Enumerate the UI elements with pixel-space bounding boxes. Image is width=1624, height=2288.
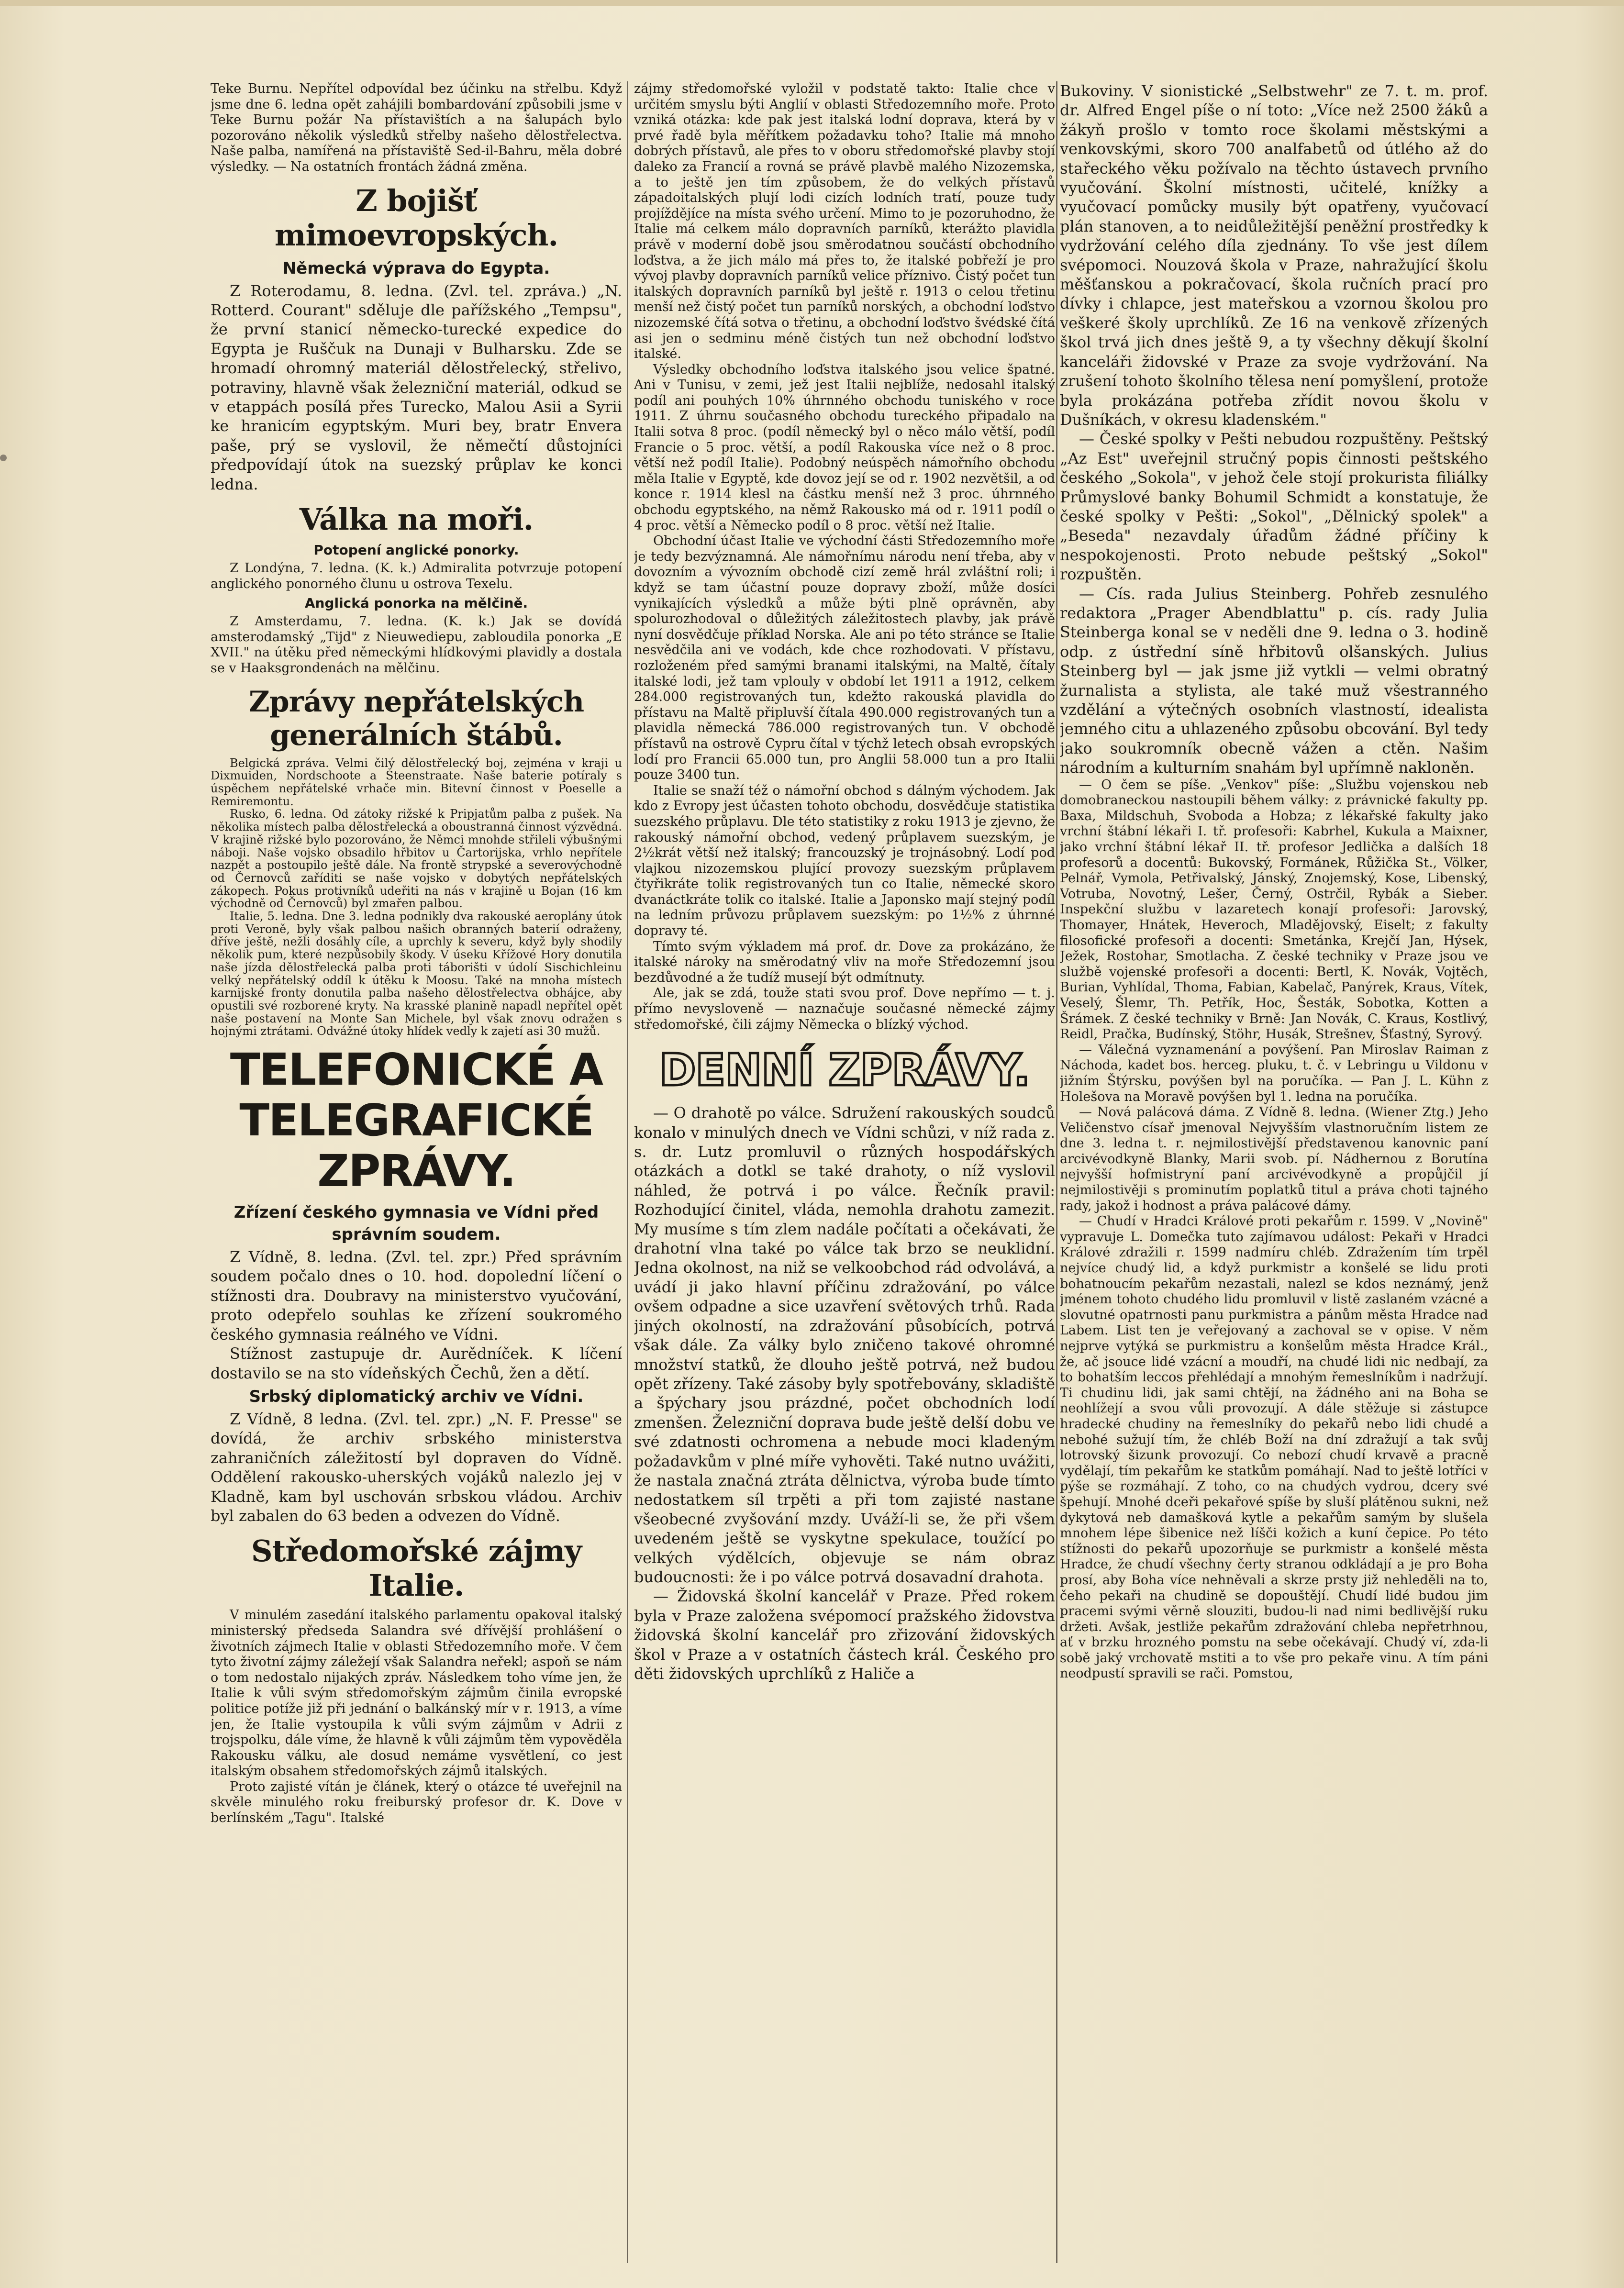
article-venkov: — O čem se píše. „Venkov" píše: „Službu vojenskou neb domobraneckou nastoupili během války: z právnické fakulty pp. Baxa, Mildschuh, Svoboda a Hobza; z lékařské fakulty jako vrchní štábní lékaři I. tř. profesoři: Kabrhel, Kukula a Maixner, jako vrchní štábní lékař II. tř. profesor Jedlička a dalších 18 profesorů a docentů: Bukovský, Formánek, Růžička St., Völker, Pelnář, Vymola, Petřivalský, Jánský, Znojemský, Kose, Libenský, Votruba, Novotný, Lešer, Černý, Ostrčil, Rybák a Sieber. Inspekční službu v lazaretech konají profesoři: Jarovský, Thomayer, Hnátek, Heveroch, Mladějovský, Eiselt; z fakulty filosofické profesoři a docenti: Smetánka, Krejčí Jan, Hýsek, Ježek, Rostohar, Smotlacha. Z české techniky v Praze jsou ve službě vojenské profesoři a docenti: Bertl, K. Novák, Vojtěch, Burian, Vyhlídal, Thoma, Fabian, Kabelač, Panýrek, Kraus, Vítek, Veselý, Šlemr, Th. Petřík, Hoc, Šesták, Sobotka, Kotten a Šrámek. Z české techniky v Brně: Jan Novák, C. Kraus, Kostlivý, Reidl, Pračka, Budínský, Stöhr, Husák, Strešnev, Šťastný, Syrový.	[1060, 777, 1488, 1042]
article-palacova-dama: — Nová palácová dáma. Z Vídně 8. ledna. (Wiener Ztg.) Jeho Veličenstvo císař jmenoval Nejvyšším vlastnoručním listem ze dne 3. ledna t. r. nejmilostivější představenou kanovnic paní arcivévodkyně Blanky, Marii svob. pí. Nádhernou z Borutína nejvyšší hofmistryní paní arcivévodkyně a propůjčil jí nejmilostivěji s prominutím poplatků titul a práva choti tajného rady, jakož i hodnost a práva palácové dámy.	[1060, 1105, 1488, 1213]
page-top-edge	[0, 0, 1624, 6]
article-stredomorske-1: V minulém zasedání italského parlamentu opakoval italský ministerský předseda Salandra své dřívější prohlášení o životních zájmech Italie v oblasti Středozemního moře. V čem tyto životní zájmy záležejí však Salandra neřekl; aspoň se nám o tom nedostalo nijakých zpráv. Následkem toho víme jen, že Italie k vůli svým středomořským zájmům činila evropské politice potíže již při jednání o balkánský mír v r. 1913, a víme jen, že Italie vystoupila k vůli svým zájmům v Adrii z trojspolku, dále víme, že hlavně k vůli zájmům těm vypověděla Rakousku válku, ale dosud nemáme vysvětlení, co jest italským obsahem středomořských zájmů italských.	[211, 1608, 622, 1779]
article-kancelar-cont: Bukoviny. V sionistické „Selbstwehr" ze 7. t. m. prof. dr. Alfred Engel píše o ní toto: „Více než 2500 žáků a žákyň prošlo v tomto roce školami městskými a venkovskými, skoro 700 analfabetů od útlého až do stařeckého věku požívalo na těchto ústavech prvního vyučování. Školní místnosti, učitelé, knížky a vyučovací pomůcky musily být opatřeny, vyučovací plán stanoven, a to neidůležitější peněžní prostředky k vydržování celého díla zjednány. To vše jest dílem svépomoci. Nouzová škola v Praze, nahražující školu měšťanskou a pokračovací, škola ručních prací pro dívky i chlapce, jest mateřskou a vzornou školou pro veškeré školy uprchlíků. Ze 16 na venkově zřízených škol trvá jich dnes ještě 9, a ty všechny děkují školní kanceláři židovské v Praze za svoje vydržování. Na zrušení tohoto školního tělesa není pomyšlení, protože byla prokázána potřeba zřídit novou školu v Dušníkách, v okresu kladenském."	[1060, 82, 1488, 429]
article-stredomorske-cont-a: zájmy středomořské vyložil v podstatě takto: Italie chce v určitém smyslu býti Anglií v oblasti Středozemního moře. Proto vzniká otázka: kde pak jest italská lodní doprava, která by v prvé řadě byla měřítkem požadavku toho? Italie má mnoho dobrých přístavů, ale přes to v oboru středomořské plavby stojí daleko za Francií a rovná se právě plavbě malého Nizozemska, a to ještě jen tím způsobem, že do velkých přístavů západoitalských plují lodi cizích lodních tratí, pouze tudy projíždějíce na místa svého určení. Mimo to je pozoruhodno, že Italie má celkem málo dopravních parníků, kterážto plavidla právě v moderní době jsou směrodatnou součástí obchodního loďstva, a že jich málo má přes to, že italské pobřeží je pro vývoj plavby dopravních parníků velice příznivo. Čistý počet tun italských dopravních parníků byl ještě r. 1913 o celou třetinu menší než čistý počet tun parníků norských, a obchodní loďstvo nizozemské čítá sotva o třetinu, a obchodní loďstvo švédské čítá asi jen o sedminu méně čistých tun než obchodní loďstvo italské.	[634, 81, 1055, 362]
article-egypt: Z Roterodamu, 8. ledna. (Zvl. tel. zpráva.) „N. Rotterd. Courant" sděluje dle pařížského „Tempsu", že první stanicí německo-turecké expedice do Egypta je Ruščuk na Dunaji v Bulharsku. Zde se hromadí ohromný materiál dělostřelecký, střelivo, potraviny, hlavně však železniční materiál, odkud se v etappách posílá přes Turecko, Malou Asii a Syrii ke hranicím egyptským. Muri bey, bratr Envera paše, prý se vyslovil, že němečtí důstojníci předpovídají útok na suezský průplav ke konci ledna.	[211, 281, 622, 493]
column-rule-1	[627, 81, 628, 2263]
article-stiznost: Stížnost zastupuje dr. Aurědníček. K líčení dostavilo se na sto vídeňských Čechů, žen a dětí.	[211, 1344, 622, 1382]
section-heading-stredomorske: Středomořské zájmy Italie.	[251, 1533, 582, 1603]
article-chudi: — Chudí v Hradci Králové proti pekařům r. 1599. V „Novině" vypravuje L. Domečka tuto zajímavou událost: Pekaři v Hradci Králové zdražili r. 1599 nadmíru chléb. Zdražením tím trpěl nejvíce chudý lid, a když purkmistr a konšelé se lidu proti bohatnoucím pekařům nezastali, nalezl se kdos neznámý, jenž jménem tohoto chudého lidu promluvil v listě zaslaném vzácné a slovutné opatrnosti panu purkmistra a pánům města Hradce nad Labem. List ten je veřejovaný a zachoval se v opise. V něm nejprve vytýká se purkmistru a konšelům města Hradce Král., že, ač jsouce lidé vzácní a moudří, na chudé lidi nic nedbají, za to bohatším leccos přehlédají a mnohým řemeslníkům i nadržují. Ti chudinu lidi, jak sami chtějí, na žádného ani na Boha se neohlížejí a svou vůli provozují. A dále stěžuje si zástupce hradecké chudiny na řemeslníky do pekařů nebo lidi chudé a nebohé sužují tím, že chléb Boží na dní zdražují a tak svůj lotrovský šizunk provozují. Co nebozí chudí krvavě a pracně vydělají, tím pekařům ke statkům pomáhají. Nad to ještě lotříci v pýše se rozmáhají. Z toho, co na chudých vydrou, dcery své špehují. Mnohé dceři pekařové spíše by sluší plátěnou sukni, než dykytová neb damašková kytle a pekařům samým by slušela mnohem lépe šibenice než líšči kožich a kuní čepice. Po této stížnosti do pekařů upozorňuje se purkmistr a konšelé města Hradce, že chudí všechny čerty stranou odkládají a je pro Boha prosí, aby Boha více nehněvali a skrze prsty již nehleděli na to, čeho pekaři na chudině se dopouštějí. Chudí lidé budou jim pracemi svými věrně slouziti, budou-li nad nimi bedlivější ruku držeti. Avšak, jestliže pekařům zdražování chleba nepřetrhnou, ať v brzku hrozného pomstu na sebe očekávají. Chudý ví, zda-li sobě jaký vrchovatě mstiti a to vše pro pekaře vinu. A tím páni neodpustí spravili se rači. Pomstou,	[1060, 1214, 1488, 1681]
article-vidne: Z Vídně, 8. ledna. (Zvl. tel. zpr.) Před správním soudem počalo dnes o 10. hod. dopolední líčení o stížnosti dra. Doubravy na ministerstvo vyučování, proto odepřelo souhlas ke zřízení soukromého českého gymnasia reálného ve Vídni.	[211, 1248, 622, 1344]
subheading-archiv: Srbský diplomatický archiv ve Vídni.	[249, 1387, 584, 1406]
article-stredomorske-cont-d: Italie se snaží též o námořní obchod s dálným východem. Jak kdo z Evropy jest účasten tohoto obchodu, dosvědčuje statistika suezského průplavu. Dle této statistiky z roku 1913 je zjevno, že rakouský námořní obchod, vedený průplavem suezským, je 2½krát větší než italský; francouzský je trojnásobný. Lodí pod vlajkou nizozemskou plující provozy suezským průplavem čtyřikráte tolik registrovaných tun co Italie, německé skoro dvanáctkráte tolik co italské. Italie a Japonsko mají stejný podíl na ledním průvozu průplavem suezským: po 1½% z úhrnné dopravy té.	[634, 783, 1055, 939]
binding-mark	[0, 455, 7, 461]
article-amsterdam: Z Amsterdamu, 7. ledna. (K. k.) Jak se dovídá amsterodamský „Tijd" z Nieuwediepu, zabloudila ponorka „E XVII." na útěku před německými hlídkovými plavidly a dostala se v Haaksgrondenách na mělčinu.	[211, 614, 622, 676]
column-2	[634, 81, 1055, 2263]
article-steinberg: — Cís. rada Julius Steinberg. Pohřeb zesnulého redaktora „Prager Abendblattu" p. cís. rady Julia Steinberga konal se v neděli dne 9. ledna o 3. hodině odp. z ústřední síně hřbitovů olšanských. Julius Steinberg byl — jak jsme již vytkli — velmi obratný žurnalista a stylista, ale také muž všestranného vzdělání a výtečných osobních vlastností, idealista jemného citu a uhlazeného způsobu obcování. Byl tedy jako soukromník obecně vážen a ctěn. Našim národním a kulturním snahám byl upřímně nakloněn.	[1060, 584, 1488, 777]
banner-denni-zpravy: DENNÍ ZPRÁVY.	[659, 1044, 1030, 1096]
column-rule-2	[1056, 81, 1057, 2263]
banner-telefonicke: TELEFONICKÉ A TELEGRAFICKÉ ZPRÁVY.	[230, 1044, 603, 1197]
article-kancelar: — Židovská školní kancelář v Praze. Před rokem byla v Praze založena svépomocí pražského židovstva židovská školní kancelář pro zřizování židovských škol v Praze a v ostatních částech král. Českého pro děti židovských uprchlíků z Haliče a	[634, 1587, 1055, 1683]
section-heading-bojist: Z bojišť mimoevropských.	[274, 183, 558, 253]
article-stredomorske-2: Proto zajisté vítán je článek, který o otázce té uveřejnil na skvěle minulého roku freiburský profesor dr. K. Dove v berlínském „Tagu". Italské	[211, 1779, 622, 1826]
subheading-melcine: Anglická ponorka na mělčině.	[304, 595, 528, 611]
column-3	[1060, 81, 1488, 2263]
report-belgicka: Belgická zpráva. Velmi čilý dělostřelecký boj, zejména v kraji u Dixmuiden, Nordschoote a Steenstraate. Naše baterie potíraly s úspěchem nepřátelské vrhače min. Bitevní činnost v Poeselle a Remiremontu.	[211, 756, 622, 808]
subheading-gymnasium: Zřízení českého gymnasia ve Vídni před správním soudem.	[234, 1203, 599, 1244]
article-stredomorske-cont-b: Výsledky obchodního loďstva italského jsou velice špatné. Ani v Tunisu, v zemi, jež jest Italii nejblíže, nedosahl italský podíl ani pouhých 10% úhrnného obchodu tuniského v roce 1911. Z úhrnu současného obchodu tureckého připadalo na Italii sotva 8 proc. (podíl německý byl o něco málo větší, podíl Francie o 5 proc. větší, a podíl Rakouska více než o 8 proc. větší než podíl Italie). Podobný neúspěch námořního obchodu měla Italie v Egyptě, kde dovoz její se od r. 1902 nezvětšil, a od konce r. 1914 klesl na částku menší než 3 proc. úhrnného obchodu egyptského, na němž Rakousko má od r. 1911 podíl o 4 proc. větší a Německo podíl o 8 proc. větší než Italie.	[634, 362, 1055, 533]
article-stredomorske-cont-c: Obchodní účast Italie ve východní části Středozemního moře je tedy bezvýznamná. Ale námořnímu národu není třeba, aby v dovozním a vývozním obchodě cizí země hrál zvláštní roli; i když se tam účastní pouze dopravy zboží, může dosíci vynikajících výsledků a může býti plně oprávněn, aby spolurozhodoval o důležitých záležitostech plavby, jak právě nyní dosvědčuje příklad Norska. Ale ani po této stránce se Italie nesvědčila ani ve vodách, kde chce rozhodovati. V přístavu, rozloženém před samými branami italskými, na Maltě, čítaly italské lodi, jež tam vplouly v období let 1911 a 1912, celkem 284.000 registrovaných tun, kdežto rakouská plavidla do přístavu na Maltě připluvší čítala 490.000 registrovaných tun a plavidla německá 786.000 registrovaných tun. V obchodě přístavů na ostrově Cypru čítal v týchž letech obsah evropských lodí pro Francii 65.000 tun, pro Anglii 58.000 tun a pro Italii pouze 3400 tun.	[634, 533, 1055, 783]
article-archiv: Z Vídně, 8 ledna. (Zvl. tel. zpr.) „N. F. Presse" se dovídá, že archiv srbského ministerstva zahraničních záležitostí byl dopraven do Vídně. Oddělení rakousko-uherských vojáků nalezlo jej v Kladně, kam byl uschován srbskou vládou. Archiv byl zabalen do 63 beden a odvezen do Vídně.	[211, 1410, 622, 1525]
article-stredomorske-cont-f: Ale, jak se zdá, touže stati svou prof. Dove nepřímo — t. j. přímo nevysloveně — naznačuje současné německé zájmy středomořské, čili zájmy Německa o blízký východ.	[634, 986, 1055, 1032]
article-spolky: — České spolky v Pešti nebudou rozpuštěny. Peštský „Az Est" uveřejnil stručný popis činnosti peštského českého „Sokola", v jehož čele stojí prokurista filiálky Průmyslové banky Bohumil Schmidt a konstatuje, že české spolky v Pešti: „Sokol", „Dělnický spolek" a „Beseda" nezavdaly úřadům žádné příčiny k nespokojenosti. Proto nebude peštský „Sokol" rozpuštěn.	[1060, 430, 1488, 584]
section-heading-valka: Válka na moři.	[299, 502, 534, 537]
article-londyn: Z Londýna, 7. ledna. (K. k.) Admiralita potvrzuje potopení anglického ponorného člunu u ostrova Texelu.	[211, 561, 622, 591]
column-1	[211, 81, 622, 2263]
article-stredomorske-cont-e: Tímto svým výkladem má prof. dr. Dove za prokázáno, že italské nároky na směrodatný vliv na moře Středozemní jsou bezdůvodné a že tudíž musejí být odmítnuty.	[634, 939, 1055, 985]
lead-paragraph: Teke Burnu. Nepřítel odpovídal bez účinku na střelbu. Když jsme dne 6. ledna opět zahájili bombardování způsobili jsme v Teke Burnu požár Na přístavištích a na šalupách bylo pozorováno několik výsledků střelby našeho dělostřelectva. Naše palba, namířená na přístaviště Sed-il-Bahru, měla dobré výsledky. — Na ostatních frontách žádná změna.	[211, 81, 622, 174]
subheading-ponorky: Potopení anglické ponorky.	[313, 542, 519, 558]
report-rusko: Rusko, 6. ledna. Od zátoky rižské k Pripjatům palba z pušek. Na několika místech palba dělostřelecká a oboustranná činnost výzvědná. V krajině rižské bylo pozorováno, že Němci mnohde střileli výbušnými náboji. Naše vojsko obsadilo hřbitov u Čartorijska, vrhlo nepřítele nazpět a postoupilo ještě dále. Na frontě strypské a severovýchodně od Černovců zaříditi se naše vojsko v dobytých nepřátelských zákopech. Pokus protivníků udeřiti na nás v krajině u Bojan (16 km východně od Černovců) byl zmařen palbou.	[211, 807, 622, 911]
article-vyznamenani: — Válečná vyznamenání a povýšení. Pan Miroslav Raiman z Náchoda, kadet bos. herceg. pluku, t. č. v Lebringu u Vildonu v jižním Štýrsku, povýšen byl na poručíka. — Pan J. L. Kühn z Holešova na Moravě povýšen byl 1. ledna na poručíka.	[1060, 1042, 1488, 1104]
article-drahote: — O drahotě po válce. Sdružení rakouských soudců konalo v minulých dnech ve Vídni schůzi, v níž rada z. s. dr. Lutz promluvil o různých hospodářských otázkách a dotkl se také drahoty, o níž vyslovil náhled, že potrvá i po válce. Řečník pravil: Rozhodující činitel, vláda, nemohla drahotu zamezit. My musíme s tím zlem nadále počítati a očekávati, že drahotní vlna také po válce tak brzo se neuklidní. Jedna okolnost, na niž se velkoobchod rád odvolává, a uvádí ji jako hlavní příčinu zdražování, po válce ovšem odpadne a sice uzavření světových trhů. Rada jiných okolností, na zdražování působících, potrvá však dále. Za války bylo zničeno takové ohromné množství statků, že dlouho ještě potrvá, než budou opět zřízeny. Také zásoby byly spotřebovány, skladiště a špýchary jsou prázdné, počet obchodních lodí zmenšen. Železniční doprava bude ještě delší dobu ve své zdatnosti ochromena a nebude moci kladeným požadavkům v plné míře vyhověti. Také nutno uvážiti, že nastala značná ztráta dělnictva, výroba bude tímto nedostatkem síl trpěti a při tom zajisté nastane všeobecné zvyšování mzdy. Uváží-li se, že při všem uvedeném ještě se vyskytne spekulace, toužící po velkých výdělcích, objevuje se nám obraz budoucnosti: že i po válce potrvá dosavadní drahota.	[634, 1104, 1055, 1586]
report-italie: Italie, 5. ledna. Dne 3. ledna podnikly dva rakouské aeroplány útok proti Veroně, byly však palbou našich obranných baterií odraženy, dříve ještě, nežli dosáhly cíle, a uprchly k severu, když byly shodily několik pum, které nezpůsobily škody. V úseku Křížové Hory donutila naše jízda dělostřelecká palba proti táborišti v údolí Sischichleinu velký nepřátelský oddíl k útěku k Moosu. Také na mnoha místech karnijské fronty donutila palba našeho dělostřelectva obhájce, aby opustili své rozborené kryty. Na krasské planině napadl nepřítel opět naše postavení na Monte San Michele, byl však znovu odražen s hojnými ztrátami. Odvážné útoky hlídek vedly k zajetí asi 30 mužů.	[211, 910, 622, 1038]
section-heading-zpravy: Zprávy nepřátelských generálních štábů.	[248, 685, 584, 752]
subheading-egypt: Německá výprava do Egypta.	[282, 258, 550, 278]
